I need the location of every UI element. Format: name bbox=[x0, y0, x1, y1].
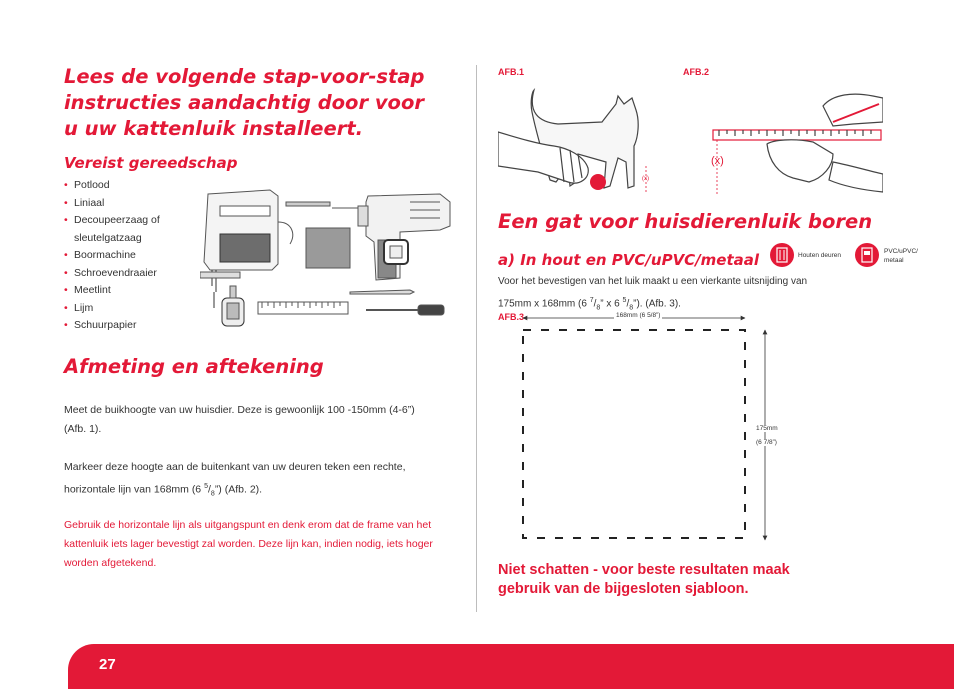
note-paragraph: Gebruik de horizontale lijn als uitgangspunt en denk erom dat de frame van het kattenluik iets lager bevestigt zal worden. Deze lijn kan, indien nodig, iets hoger worden afgetekend. bbox=[64, 519, 433, 569]
cat-illustration bbox=[498, 82, 658, 198]
intro-title-line: u uw kattenluik installeert. bbox=[64, 117, 364, 140]
column-divider bbox=[476, 65, 477, 612]
footer-bar bbox=[68, 644, 954, 689]
screwdriver-icon bbox=[366, 305, 444, 315]
list-item: • Schroevendraaier bbox=[64, 265, 194, 283]
pvc-door-icon bbox=[855, 243, 879, 267]
figure-ref: (Afb. 3). bbox=[645, 298, 681, 310]
tools-list bbox=[64, 177, 194, 335]
section-a-paragraph: Voor het bevestigen van het luik maakt u een vierkante uitsnijding van 175mm x 168mm (6 $^7/_8$” x 6 $^5/_8$”). (Afb. 3). bbox=[498, 276, 808, 312]
measure-heading: Afmeting en aftekening bbox=[64, 355, 324, 378]
fig3-label: AFB.3 bbox=[498, 312, 525, 322]
drill-icon bbox=[358, 194, 450, 280]
cutout-outline bbox=[523, 330, 745, 538]
ruler-icon bbox=[258, 302, 348, 314]
fig1-x-mark: (x) bbox=[642, 176, 649, 182]
warning-text: Niet schatten - voor beste resultaten maak gebruik van de bijgesloten sjabloon. bbox=[498, 562, 790, 597]
pvc-door-badge bbox=[855, 243, 879, 267]
wood-door-label: Houten deuren bbox=[798, 252, 842, 259]
fig3-width-label: 168mm (6 5/8”) bbox=[616, 312, 661, 319]
pvc-door-label: PVC/uPVC/ metaal bbox=[884, 248, 918, 264]
sandpaper-icon bbox=[306, 228, 350, 268]
hand-icon bbox=[823, 94, 883, 126]
fig1-label: AFB.1 bbox=[498, 67, 525, 77]
list-item: • Decoupeerzaag of sleutelgatzaag bbox=[64, 212, 194, 247]
tape-measure-icon bbox=[384, 240, 408, 264]
glue-icon bbox=[222, 286, 244, 326]
list-item: • Lijm bbox=[64, 300, 194, 318]
list-item: • Schuurpapier bbox=[64, 317, 194, 335]
fig2-x-mark: (x) bbox=[711, 155, 724, 167]
list-item: • Liniaal bbox=[64, 195, 194, 213]
intro-title bbox=[64, 64, 424, 142]
marking-paragraph: Markeer deze hoogte aan de buitenkant van uw deuren teken een rechte, horizontale lijn van 168mm (6 $^5/_8$”) (Afb. 2). bbox=[64, 461, 406, 498]
list-item: • Potlood bbox=[64, 177, 194, 195]
tools-heading: Vereist gereedschap bbox=[64, 154, 238, 172]
list-item: • Boormachine bbox=[64, 247, 194, 265]
ruler-door-illustration bbox=[683, 82, 883, 198]
list-item: • Meetlint bbox=[64, 282, 194, 300]
fig3-height-label: 175mm bbox=[756, 425, 778, 432]
wood-door-icon bbox=[770, 243, 794, 267]
drill-heading: Een gat voor huisdierenluik boren bbox=[498, 210, 873, 233]
section-a-heading: a) In hout en PVC/uPVC/metaal bbox=[498, 251, 760, 269]
measure-tape-icon bbox=[590, 174, 606, 190]
fig3-height-label-imperial: (6 7/8”) bbox=[756, 439, 777, 446]
intro-title-line: Lees de volgende stap-voor-stap bbox=[64, 65, 425, 88]
drill-bits-icon bbox=[286, 202, 362, 208]
measure-paragraph: Meet de buikhoogte van uw huisdier. Deze is gewoonlijk 100 -150mm (4-6”) (Afb. 1). bbox=[64, 404, 415, 435]
wood-door-badge bbox=[770, 243, 794, 267]
figure-ref: (Afb. 1). bbox=[64, 423, 102, 435]
fig2-label: AFB.2 bbox=[683, 67, 710, 77]
figure-ref: (Afb. 2). bbox=[224, 483, 263, 496]
pencil-icon bbox=[350, 290, 414, 294]
jigsaw-icon bbox=[200, 190, 293, 308]
tools-illustration bbox=[200, 182, 462, 334]
intro-title-line: instructies aandachtig door voor bbox=[64, 91, 424, 114]
page-number: 27 bbox=[99, 656, 116, 673]
